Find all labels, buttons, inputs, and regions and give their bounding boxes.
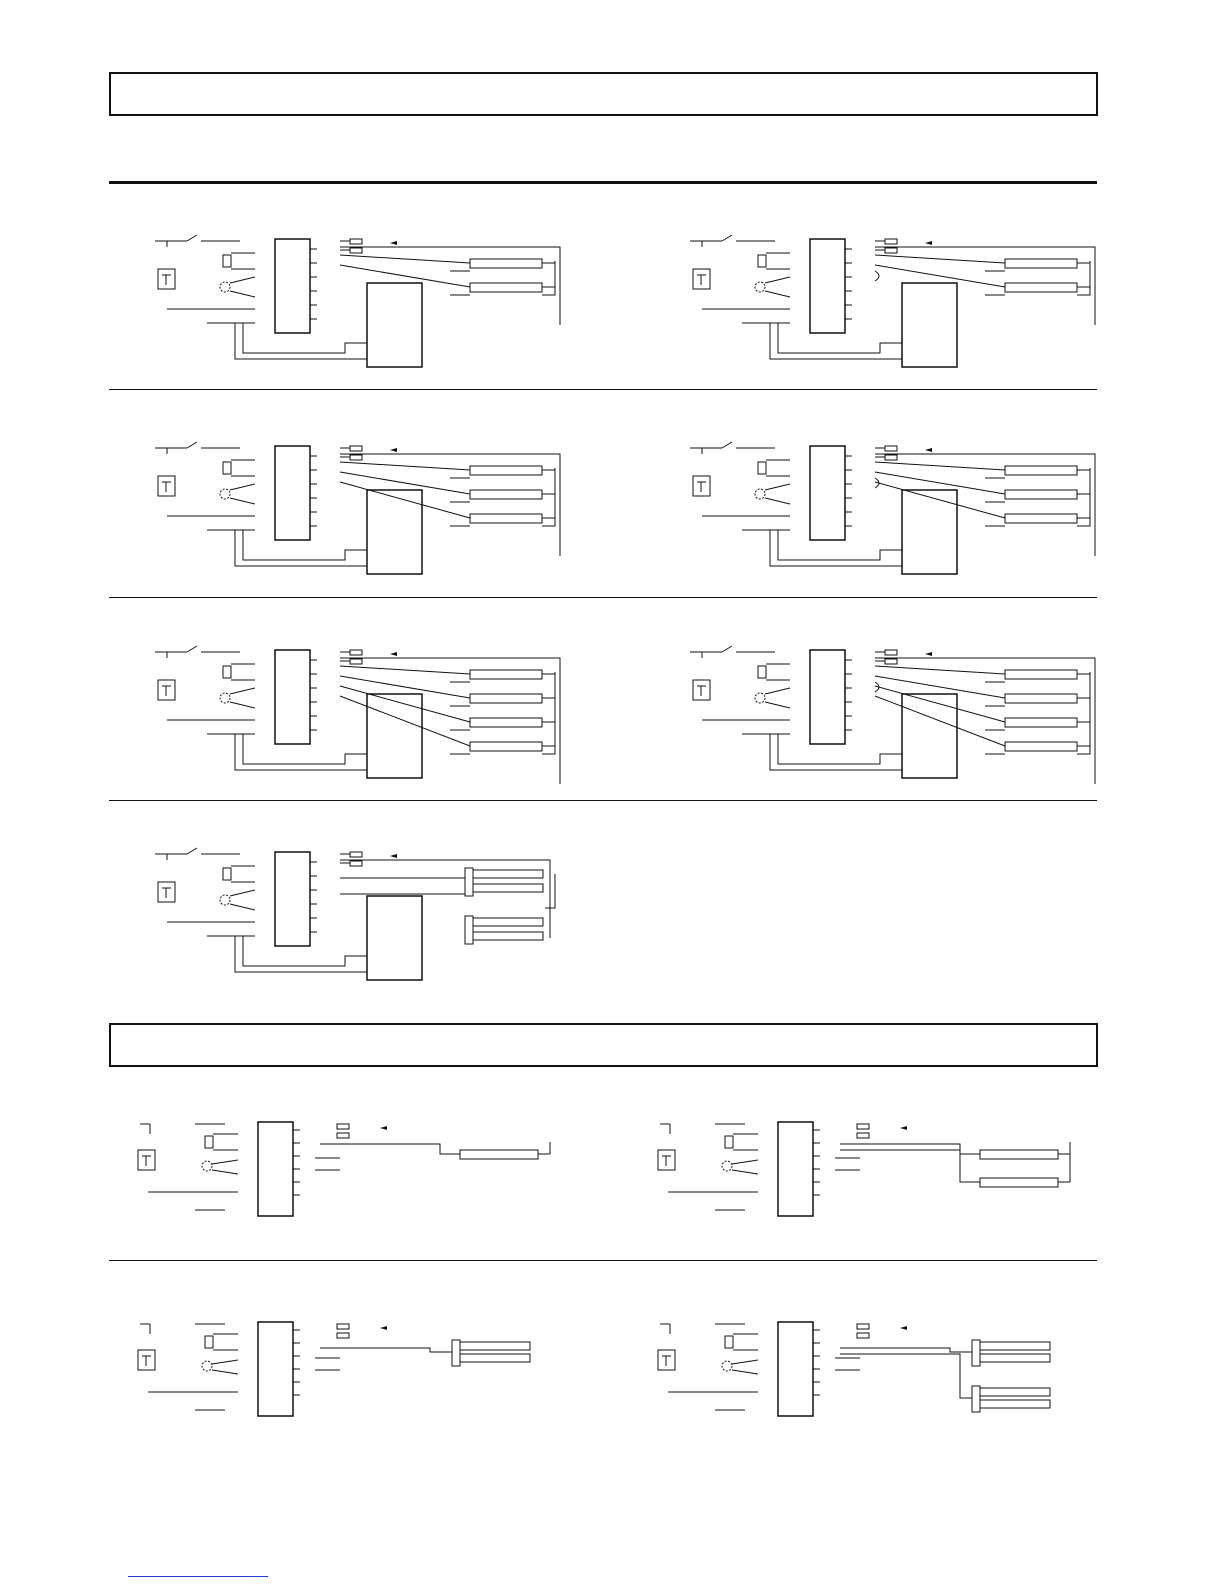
emergency-module-box xyxy=(778,1122,813,1216)
battery-connector-icon xyxy=(857,1333,869,1338)
fuse-icon xyxy=(223,462,231,474)
compact-lamp-tube xyxy=(980,1400,1050,1408)
lamp-base-icon xyxy=(972,1386,980,1412)
lamp-tube xyxy=(460,1150,538,1159)
wire xyxy=(212,1370,238,1374)
wire xyxy=(235,530,367,566)
wire xyxy=(875,454,1095,556)
lamp-tube xyxy=(1005,694,1077,703)
wire xyxy=(230,498,255,504)
lamp-tube xyxy=(1005,742,1077,751)
wire xyxy=(230,688,255,694)
wire xyxy=(732,1160,758,1164)
ballast-box xyxy=(275,239,310,333)
wire xyxy=(770,734,902,770)
indicator-light-icon xyxy=(722,1361,732,1371)
fuse-icon xyxy=(758,462,766,474)
wire xyxy=(340,454,560,556)
battery-connector-icon xyxy=(350,659,362,664)
arrow-icon xyxy=(390,652,397,656)
fuse-icon xyxy=(758,666,766,678)
wiring-diagram-standalone-compact-1 xyxy=(130,1320,570,1430)
lamp-tube xyxy=(470,259,542,268)
wiring-diagram-emergency-2-lamp xyxy=(145,225,585,380)
compact-lamp-tube xyxy=(473,918,543,926)
wiring-diagram-emergency-4-lamp xyxy=(145,636,585,791)
wire xyxy=(243,936,367,966)
switch-icon xyxy=(722,235,732,241)
ballast-box xyxy=(810,650,845,744)
wire xyxy=(875,462,1005,470)
lamp-tube xyxy=(470,490,542,499)
wire xyxy=(340,666,470,674)
battery-connector-icon xyxy=(885,659,897,664)
wiring-diagram-standalone-compact-2 xyxy=(650,1320,1090,1430)
compact-lamp-tube xyxy=(473,870,543,878)
battery-connector-icon xyxy=(350,861,362,866)
emergency-module-box xyxy=(778,1322,813,1416)
wiring-diagram-emergency-compact xyxy=(145,838,585,993)
wire xyxy=(840,1150,980,1182)
arrow-icon xyxy=(925,241,932,245)
lamp-tube xyxy=(470,694,542,703)
switch-icon xyxy=(187,848,197,854)
wiring-diagram-emergency-3-lamp-alt xyxy=(680,432,1120,587)
battery-connector-icon xyxy=(885,650,897,655)
compact-lamp-tube xyxy=(460,1354,530,1362)
wire xyxy=(340,658,560,784)
wire xyxy=(875,658,1095,784)
lamp-tube xyxy=(1005,514,1077,523)
wire xyxy=(230,904,255,910)
lamp-tube xyxy=(470,718,542,727)
wire xyxy=(840,1348,972,1352)
battery-connector-icon xyxy=(350,852,362,857)
wire xyxy=(765,688,790,694)
lamp-tube xyxy=(470,466,542,475)
footer-link-underline[interactable] xyxy=(128,1576,268,1577)
wire xyxy=(840,1144,980,1154)
wire xyxy=(778,323,902,353)
wire xyxy=(875,482,1005,518)
switch-icon xyxy=(722,442,732,448)
indicator-light-icon xyxy=(202,1361,212,1371)
indicator-light-icon xyxy=(220,895,230,905)
wire xyxy=(770,323,902,359)
lamp-tube xyxy=(470,514,542,523)
lamp-tube xyxy=(1005,490,1077,499)
fuse-icon xyxy=(223,868,231,880)
indicator-light-icon xyxy=(220,282,230,292)
wire xyxy=(1077,468,1090,526)
compact-lamp-tube xyxy=(473,932,543,940)
compact-lamp-tube xyxy=(460,1342,530,1350)
wire xyxy=(230,291,255,297)
fuse-icon xyxy=(725,1136,733,1148)
battery-connector-icon xyxy=(885,239,897,244)
arrow-icon xyxy=(390,241,397,245)
battery-connector-icon xyxy=(885,248,897,253)
wiring-diagram-standalone-2-lamp xyxy=(650,1120,1090,1230)
wire xyxy=(230,890,255,896)
lamp-tube xyxy=(1005,670,1077,679)
wire xyxy=(765,291,790,297)
section-rule xyxy=(109,800,1097,801)
battery-connector-icon xyxy=(350,650,362,655)
indicator-light-icon xyxy=(722,1161,732,1171)
wire xyxy=(212,1160,238,1164)
indicator-light-icon xyxy=(755,489,765,499)
emergency-module-box xyxy=(902,283,957,367)
indicator-light-icon xyxy=(755,693,765,703)
battery-connector-icon xyxy=(857,1124,869,1129)
lamp-base-icon xyxy=(465,916,473,944)
wire xyxy=(875,255,1005,263)
compact-lamp-tube xyxy=(980,1342,1050,1350)
compact-lamp-tube xyxy=(473,884,543,892)
section-rule xyxy=(109,1260,1097,1261)
arrow-icon xyxy=(925,652,932,656)
lamp-tube xyxy=(470,283,542,292)
arrow-icon xyxy=(380,1326,387,1330)
wire xyxy=(320,1348,452,1352)
emergency-module-box xyxy=(258,1122,293,1216)
wire xyxy=(875,666,1005,674)
battery-connector-icon xyxy=(337,1324,349,1329)
wiring-diagram-emergency-4-lamp-alt xyxy=(680,636,1120,791)
battery-connector-icon xyxy=(885,455,897,460)
battery-connector-icon xyxy=(857,1133,869,1138)
fuse-icon xyxy=(223,255,231,267)
wire xyxy=(235,323,367,359)
compact-lamp-tube xyxy=(980,1354,1050,1362)
ballast-box xyxy=(810,239,845,333)
wire xyxy=(230,277,255,283)
wire xyxy=(732,1360,758,1364)
section-rule xyxy=(109,597,1097,598)
battery-connector-icon xyxy=(337,1133,349,1138)
arrow-icon xyxy=(900,1326,907,1330)
battery-connector-icon xyxy=(885,446,897,451)
fuse-icon xyxy=(725,1336,733,1348)
lamp-tube xyxy=(1005,283,1077,292)
wiring-diagram-emergency-2-lamp-alt xyxy=(680,225,1120,380)
wire xyxy=(542,261,555,295)
arrow-icon xyxy=(900,1126,907,1130)
wire xyxy=(243,323,367,353)
wire xyxy=(243,734,367,764)
indicator-light-icon xyxy=(755,282,765,292)
lamp-base-icon xyxy=(972,1340,980,1366)
ballast-box xyxy=(275,446,310,540)
wire xyxy=(732,1170,758,1174)
lamp-tube xyxy=(1005,718,1077,727)
wire xyxy=(542,672,555,754)
wire xyxy=(212,1170,238,1174)
section-rule-heavy xyxy=(109,181,1097,184)
ballast-box xyxy=(275,650,310,744)
lamp-tube xyxy=(1005,466,1077,475)
wire xyxy=(770,530,902,566)
wire xyxy=(243,530,367,560)
switch-icon xyxy=(187,235,197,241)
wire xyxy=(1077,672,1090,754)
fuse-icon xyxy=(223,666,231,678)
emergency-module-box xyxy=(367,896,422,980)
emergency-module-box xyxy=(367,283,422,367)
indicator-light-icon xyxy=(220,693,230,703)
battery-connector-icon xyxy=(350,248,362,253)
lamp-tube xyxy=(470,670,542,679)
lamp-base-icon xyxy=(452,1340,460,1366)
wire xyxy=(340,482,470,518)
wire xyxy=(732,1370,758,1374)
section-rule xyxy=(109,389,1097,390)
wiring-diagram-emergency-3-lamp xyxy=(145,432,585,587)
ballast-box xyxy=(810,446,845,540)
wire xyxy=(212,1360,238,1364)
emergency-module-box xyxy=(258,1322,293,1416)
wiring-diagram-standalone-1-lamp xyxy=(130,1120,570,1230)
arrow-icon xyxy=(925,448,932,452)
wire xyxy=(340,255,470,263)
lamp-tube xyxy=(470,742,542,751)
fuse-icon xyxy=(758,255,766,267)
wire xyxy=(320,1144,460,1154)
battery-connector-icon xyxy=(350,239,362,244)
ballast-box xyxy=(275,852,310,946)
wire xyxy=(542,468,555,526)
wire xyxy=(840,1354,972,1398)
lamp-tube xyxy=(980,1178,1058,1187)
connector-icon xyxy=(875,271,879,281)
lamp-tube xyxy=(1005,259,1077,268)
battery-connector-icon xyxy=(857,1324,869,1329)
indicator-light-icon xyxy=(202,1161,212,1171)
section-header-label xyxy=(111,1025,1096,1041)
wire xyxy=(235,734,367,770)
lamp-tube xyxy=(980,1150,1058,1159)
section-header-emergency xyxy=(109,72,1098,116)
wire xyxy=(230,484,255,490)
arrow-icon xyxy=(390,448,397,452)
fuse-icon xyxy=(205,1336,213,1348)
arrow-icon xyxy=(390,854,397,858)
fuse-icon xyxy=(205,1136,213,1148)
wire xyxy=(1077,261,1090,295)
battery-connector-icon xyxy=(350,446,362,451)
wire xyxy=(778,734,902,764)
battery-connector-icon xyxy=(337,1333,349,1338)
battery-connector-icon xyxy=(337,1124,349,1129)
indicator-light-icon xyxy=(220,489,230,499)
wire xyxy=(765,277,790,283)
arrow-icon xyxy=(380,1126,387,1130)
lamp-base-icon xyxy=(465,868,473,896)
battery-connector-icon xyxy=(350,455,362,460)
switch-icon xyxy=(722,646,732,652)
section-header-label xyxy=(111,74,1096,90)
wire xyxy=(340,462,470,470)
wire xyxy=(765,498,790,504)
wire xyxy=(765,702,790,708)
section-header-standalone xyxy=(109,1023,1098,1067)
wire xyxy=(230,702,255,708)
compact-lamp-tube xyxy=(980,1388,1050,1396)
wire xyxy=(765,484,790,490)
switch-icon xyxy=(187,442,197,448)
wire xyxy=(778,530,902,560)
wire xyxy=(235,936,367,972)
switch-icon xyxy=(187,646,197,652)
